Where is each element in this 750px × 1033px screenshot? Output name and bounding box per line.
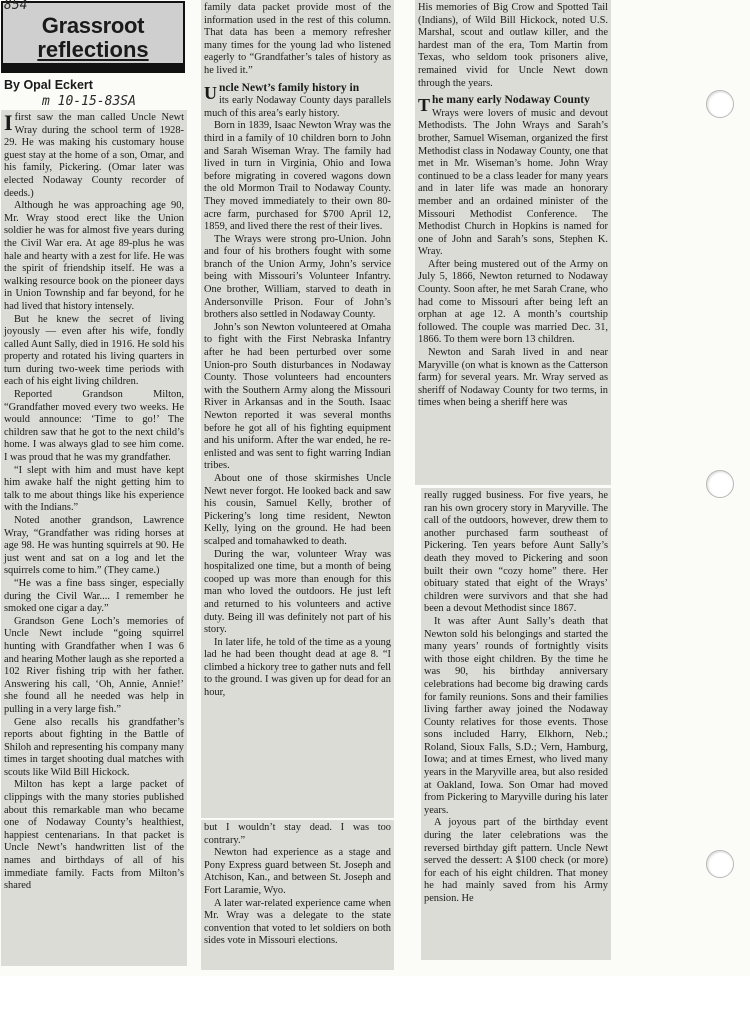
paragraph: Grandson Gene Loch’s memories of Uncle Newt include “going squirrel hunting with Grandfather when I was 6 and hearing Mother laugh as she reported a 102 River fishing trip with her father. Answering his call, ‘Oh, Annie, Annie!’ she found all he needed was help in pulling in a very large fish.” xyxy=(4,615,184,715)
paragraph: Newton had experience as a stage and Pony Express guard between St. Joseph and Atchison, Kan., and between St. Joseph and Fort Laramie, Wyo. xyxy=(204,847,391,896)
masthead-title-line2: reflections xyxy=(37,37,149,62)
punch-hole-middle xyxy=(706,470,734,498)
column-masthead xyxy=(1,1,185,73)
paragraph: “I slept with him and must have kept him awake half the night getting him to talk to me about things like his experience with the Indians.” xyxy=(4,464,184,514)
paragraph: but I wouldn’t stay dead. I was too contrary.” xyxy=(204,822,391,846)
drop-cap: T xyxy=(418,95,431,116)
article-column-3-upper xyxy=(415,0,611,485)
paragraph: Wrays were lovers of music and devout Methodists. The John Wrays and Sarah’s brother, Samuel Wiseman, organized the first Methodist class in Nodaway County, one that met in Mr. Wiseman’s home. John Wray continued to be a class leader for many years and in later life was made an honorary member and an ordained minister of the Missouri Methodist Conference. The Methodist Church in Hopkins is named for one of John and Sarah’s sons, Stephen K. Wray. xyxy=(418,107,608,258)
paragraph: In later life, he told of the time as a young lad he had been thought dead at age 8. “I climbed a hickory tree to gather nuts and fell to the ground. I was given up for dead for an hour, xyxy=(204,636,391,699)
article-column-3-lower xyxy=(421,488,611,960)
paragraph: John’s son Newton volunteered at Omaha to fight with the First Nebraska Infantry after he had been perturbed over some Union-pro South disturbances in Nodaway County. Those volunteers had encounters with the Southern Army along the Missouri River in Arkansas and in the South. Isaac Newton reported it was several months before he got all of his fighting equipment and his uniform. After the war ended, he re-enlisted and was sent to fight warring Indian tribes. xyxy=(204,321,391,472)
masthead-title-line1: Grassroot xyxy=(41,13,145,38)
byline: By Opal Eckert xyxy=(4,78,93,92)
paragraph: It was after Aunt Sally’s death that Newton sold his belongings and started the many years’ rounds of fortnightly visits with those eight children. By the time he was 90, his birthday anniversary celebrations had become big drawing cards for family reunions. Sons and their families living farther away joined the Nodaway County relatives for those events. Those sons included Harry, Elkhorn, Neb.; Roland, Sioux Falls, S.D.; Vern, Hamburg, Iowa; and at times Ernest, who lived many years in the Maryville area, but also resided at Oakland, Iowa. Son Omar had moved from Pickering to Maryville during his later years. xyxy=(424,615,608,816)
punch-hole-top xyxy=(706,90,734,118)
paragraph: Ifirst saw the man called Uncle Newt Wray during the school term of 1928-29. He was making his customary house guest stay at the home of a son, Omar, and his family, Pickering. (Omar later was elected Nodaway County recorder of deeds.) xyxy=(4,110,184,199)
paragraph: family data packet provide most of the information used in the rest of this column. That data has been a memory refresher many times for the young lad who listened eagerly to “Grandfather’s tales of history as he lived it.” xyxy=(204,2,391,76)
paragraph: After being mustered out of the Army on July 5, 1866, Newton returned to Nodaway County. Soon after, he met Sarah Crane, who had come to Missouri after being left an orphan at age 12. A month’s courtship followed. The couple was married Dec. 31, 1866. To them were born 13 children. xyxy=(418,258,608,346)
article-column-2-upper xyxy=(201,0,394,818)
punch-hole-bottom xyxy=(706,850,734,878)
paragraph: Born in 1839, Isaac Newton Wray was the third in a family of 10 children born to John and Sarah Wiseman Wray. The family had lived in turn in Virginia, Ohio and Iowa before migrating in covered wagons down the old Mormon Trail to Nodaway County. They moved immediately to their own 80-acre farm, purchased for $700 April 12, 1859, and lived there the rest of their lives. xyxy=(204,120,391,233)
drop-cap: U xyxy=(204,82,217,103)
paragraph: its early Nodaway County days parallels much of this area’s early history. xyxy=(204,95,391,119)
section-lead: The many early Nodaway County xyxy=(418,94,590,116)
paragraph: Although he was approaching age 90, Mr. Wray stood erect like the Union soldier he was for almost five years during the Civil War era. At age 89-plus he was hale and hearty with a zest for life. He was the spirit of friendship itself. He was a walking resource book on the pioneer days in Union Township and far beyond, for he had lived that history intensely. xyxy=(4,200,184,312)
page-note: 854 xyxy=(4,0,28,13)
paragraph: Newton and Sarah lived in and near Maryville (on what is known as the Catterson farm) for several years. Mr. Wray served as sheriff of Nodaway County for two terms, in times when being a sheriff here was xyxy=(418,347,608,409)
drop-cap: I xyxy=(4,110,13,135)
article-column-2-lower xyxy=(201,820,394,970)
paragraph: “He was a fine bass singer, especially during the Civil War.... I remember he smoked one cigar a day.” xyxy=(4,577,184,615)
masthead-rule xyxy=(3,63,183,71)
paragraph: A joyous part of the birthday event during the later celebrations was the reversed birthday gift pattern. Uncle Newt served the dessert: A $100 check (or more) for each of his eight children. That money he had mainly saved from his Army pension. He xyxy=(424,817,608,904)
paragraph: During the war, volunteer Wray was hospitalized one time, but a month of being cooped up was more than enough for this man who loved the outdoors. He just left and returned to his volunteers and active duty. Being ill was definitely not part of his story. xyxy=(204,548,391,636)
handwritten-date: m 10-15-83SA xyxy=(42,94,136,109)
paragraph: really rugged business. For five years, he ran his own grocery story in Maryville. The call of the outdoors, however, drew them to another purchased farm southeast of Pickering. Ten years before Aunt Sally’s death they moved to Pickering and soon built their own “cozy home” there. Her obituary stated that eight of the Wrays’ children were survivors and that she had been a devout Methodist since 1867. xyxy=(424,490,608,615)
paragraph: Noted another grandson, Lawrence Wray, “Grandfather was riding horses at age 98. He was hunting squirrels at 90. He just went and sat on a log and let the squirrels come to him.” (They came.) xyxy=(4,515,184,577)
section-lead: Uncle Newt’s family history in xyxy=(204,81,360,103)
paragraph: Gene also recalls his grandfather’s reports about fighting in the Battle of Shiloh and representing his company many times in target shooting dual matches with scouts like Wild Bill Hickock. xyxy=(4,716,184,778)
paragraph: But he knew the secret of living joyously — even after his wife, fondly called Aunt Sally, died in 1916. He sold his property and rotated his living quarters in turn during two-week time periods with each of his eight living children. xyxy=(4,313,184,388)
paragraph: His memories of Big Crow and Spotted Tail (Indians), of Wild Bill Hickock, noted U.S. Marshal, scout and outlaw killer, and the hardest man of the era, Tom Martin from Texas, who seldom took prisoners alive, remained vivid for Uncle Newt down through the years. xyxy=(418,2,608,89)
paragraph: Reported Grandson Milton, “Grandfather moved every two weeks. He would announce: ‘Time to go!’ The children saw that he got to the next child’s home. I was always glad to see him come. I was proud that he was my grandfather. xyxy=(4,389,184,464)
paragraph: Milton has kept a large packet of clippings with the many stories published about this remarkable man who became one of Nodaway County’s healthiest, happiest centenarians. In that packet is Uncle Newt’s handwritten list of the names and birthdays of all of his immediate family. Facts from Milton’s shared xyxy=(4,779,184,892)
paragraph: About one of those skirmishes Uncle Newt never forgot. He looked back and saw his cousin, Samuel Kelly, brother of Pickering’s long time resident, Newton Kelly, lying on the ground. He had been scalped and tomahawked to death. xyxy=(204,472,391,547)
paragraph: The Wrays were strong pro-Union. John and four of his brothers fought with some branch of the Union Army, John’s service being with Missouri’s Volunteer Infantry. One brother, William, starved to death in Andersonville Prison. Four of John’s brothers also settled in Nodaway County. xyxy=(204,233,391,321)
paragraph: A later war-related experience came when Mr. Wray was a delegate to the state convention that voted to let soldiers on both sides vote in Missouri elections. xyxy=(204,897,391,947)
article-column-1 xyxy=(1,110,187,966)
